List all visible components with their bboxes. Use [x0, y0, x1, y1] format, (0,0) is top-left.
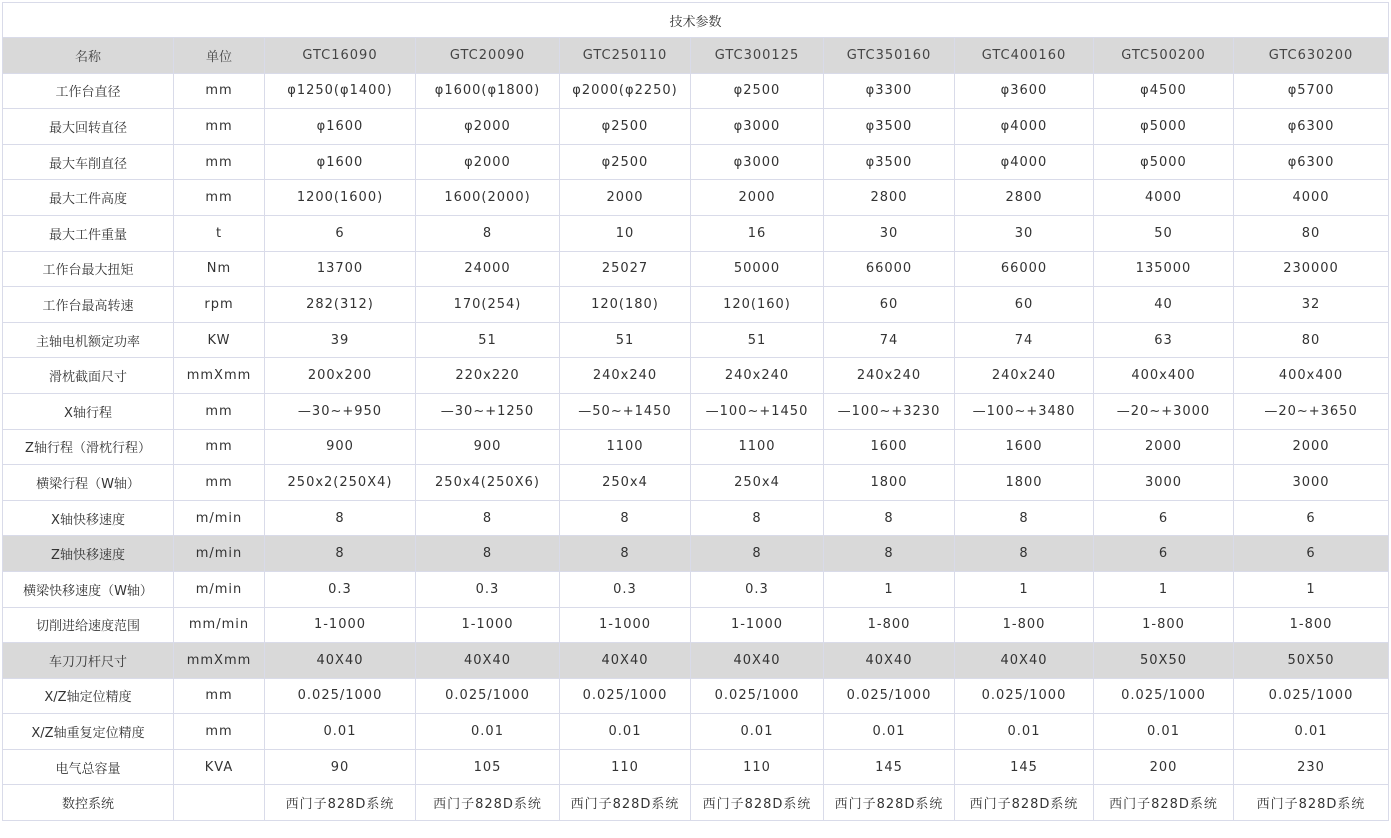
row-unit-cell: mmXmm [174, 358, 265, 394]
row-value-cell: 0.3 [265, 571, 416, 607]
header-model: GTC250110 [560, 38, 691, 74]
row-value-cell: 110 [560, 749, 691, 785]
row-name-cell: 最大车削直径 [3, 144, 174, 180]
table-row [3, 429, 1389, 465]
row-value-cell: 8 [955, 500, 1094, 536]
row-value-cell: 66000 [955, 251, 1094, 287]
row-value-cell: 1-1000 [560, 607, 691, 643]
row-name-cell: 主轴电机额定功率 [3, 322, 174, 358]
row-value-cell: 西门子828D系统 [955, 785, 1094, 821]
row-unit-cell: mm [174, 393, 265, 429]
header-model: GTC20090 [416, 38, 560, 74]
row-value-cell: 西门子828D系统 [265, 785, 416, 821]
row-value-cell: 25027 [560, 251, 691, 287]
row-name-cell: 最大回转直径 [3, 109, 174, 145]
row-value-cell: 120(160) [691, 287, 824, 323]
row-value-cell: 63 [1094, 322, 1234, 358]
row-value-cell: 8 [265, 536, 416, 572]
row-value-cell: φ6300 [1234, 109, 1389, 145]
row-value-cell: 230000 [1234, 251, 1389, 287]
row-value-cell: 32 [1234, 287, 1389, 323]
row-unit-cell: mm [174, 465, 265, 501]
row-value-cell: 1600 [824, 429, 955, 465]
row-value-cell: 50X50 [1094, 643, 1234, 679]
row-name-cell: 横梁行程（W轴） [3, 465, 174, 501]
row-value-cell: φ2500 [560, 109, 691, 145]
table-row [3, 144, 1389, 180]
row-value-cell: 105 [416, 749, 560, 785]
header-unit: 单位 [174, 38, 265, 74]
row-value-cell: 1-1000 [265, 607, 416, 643]
row-unit-cell: mmXmm [174, 643, 265, 679]
row-value-cell: 30 [824, 215, 955, 251]
row-unit-cell: mm [174, 429, 265, 465]
row-value-cell: φ4000 [955, 144, 1094, 180]
row-name-cell: Z轴行程（滑枕行程） [3, 429, 174, 465]
row-value-cell: 60 [955, 287, 1094, 323]
row-unit-cell: KVA [174, 749, 265, 785]
row-value-cell: 30 [955, 215, 1094, 251]
table-row [3, 607, 1389, 643]
row-name-cell: X轴行程 [3, 393, 174, 429]
row-name-cell: 工作台最大扭矩 [3, 251, 174, 287]
row-value-cell: 8 [416, 536, 560, 572]
row-value-cell: 6 [1094, 500, 1234, 536]
row-name-cell: 最大工件重量 [3, 215, 174, 251]
row-unit-cell [174, 785, 265, 821]
row-value-cell: 400x400 [1094, 358, 1234, 394]
table-row [3, 500, 1389, 536]
row-unit-cell: mm/min [174, 607, 265, 643]
row-value-cell: φ2500 [560, 144, 691, 180]
row-value-cell: 240x240 [824, 358, 955, 394]
row-unit-cell: rpm [174, 287, 265, 323]
row-value-cell: 1 [1234, 571, 1389, 607]
table-row [3, 465, 1389, 501]
row-value-cell: 39 [265, 322, 416, 358]
row-value-cell: 0.025/1000 [691, 678, 824, 714]
row-value-cell: φ3500 [824, 144, 955, 180]
row-value-cell: φ5700 [1234, 73, 1389, 109]
row-value-cell: 51 [416, 322, 560, 358]
row-value-cell: 0.025/1000 [1094, 678, 1234, 714]
row-value-cell: 900 [416, 429, 560, 465]
header-model: GTC630200 [1234, 38, 1389, 74]
row-value-cell: 400x400 [1234, 358, 1389, 394]
row-value-cell: 1100 [691, 429, 824, 465]
row-value-cell: 250x2(250X4) [265, 465, 416, 501]
row-value-cell: 2000 [691, 180, 824, 216]
row-value-cell: 1600(2000) [416, 180, 560, 216]
row-value-cell: 1200(1600) [265, 180, 416, 216]
row-value-cell: 10 [560, 215, 691, 251]
row-value-cell: 6 [1234, 500, 1389, 536]
row-value-cell: φ1250(φ1400) [265, 73, 416, 109]
row-value-cell: 40X40 [560, 643, 691, 679]
row-value-cell: 40X40 [416, 643, 560, 679]
table-row [3, 180, 1389, 216]
row-name-cell: 工作台直径 [3, 73, 174, 109]
row-value-cell: 西门子828D系统 [416, 785, 560, 821]
table-row [3, 109, 1389, 145]
row-value-cell: 1800 [824, 465, 955, 501]
row-value-cell: 3000 [1094, 465, 1234, 501]
row-value-cell: φ1600(φ1800) [416, 73, 560, 109]
row-value-cell: 1-800 [1234, 607, 1389, 643]
row-value-cell: —100~+1450 [691, 393, 824, 429]
row-name-cell: X轴快移速度 [3, 500, 174, 536]
row-value-cell: 0.01 [265, 714, 416, 750]
row-value-cell: 1-1000 [691, 607, 824, 643]
table-row [3, 393, 1389, 429]
header-model: GTC300125 [691, 38, 824, 74]
row-value-cell: 0.01 [955, 714, 1094, 750]
row-name-cell: 滑枕截面尺寸 [3, 358, 174, 394]
row-value-cell: 0.01 [416, 714, 560, 750]
spec-table-container [2, 2, 1389, 821]
row-value-cell: 135000 [1094, 251, 1234, 287]
row-name-cell: X/Z轴定位精度 [3, 678, 174, 714]
row-value-cell: 120(180) [560, 287, 691, 323]
row-value-cell: 西门子828D系统 [691, 785, 824, 821]
row-value-cell: 2800 [824, 180, 955, 216]
row-value-cell: 110 [691, 749, 824, 785]
row-value-cell: 8 [955, 536, 1094, 572]
row-value-cell: 3000 [1234, 465, 1389, 501]
table-title: 技术参数 [3, 3, 1389, 38]
row-value-cell: 51 [560, 322, 691, 358]
row-value-cell: 0.01 [824, 714, 955, 750]
row-value-cell: 西门子828D系统 [1094, 785, 1234, 821]
row-value-cell: 250x4 [560, 465, 691, 501]
row-value-cell: φ4500 [1094, 73, 1234, 109]
row-value-cell: 2000 [1094, 429, 1234, 465]
row-unit-cell: mm [174, 678, 265, 714]
row-value-cell: 0.3 [560, 571, 691, 607]
table-row [3, 322, 1389, 358]
row-value-cell: 1 [824, 571, 955, 607]
table-row [3, 643, 1389, 679]
row-value-cell: φ5000 [1094, 109, 1234, 145]
row-value-cell: 1-800 [824, 607, 955, 643]
row-value-cell: 0.025/1000 [955, 678, 1094, 714]
header-model: GTC350160 [824, 38, 955, 74]
row-value-cell: φ2000 [416, 109, 560, 145]
row-value-cell: 13700 [265, 251, 416, 287]
row-value-cell: 1 [1094, 571, 1234, 607]
row-unit-cell: mm [174, 109, 265, 145]
row-value-cell: φ6300 [1234, 144, 1389, 180]
row-name-cell: 电气总容量 [3, 749, 174, 785]
row-value-cell: 0.025/1000 [1234, 678, 1389, 714]
header-model: GTC400160 [955, 38, 1094, 74]
row-value-cell: 0.025/1000 [824, 678, 955, 714]
row-value-cell: 200x200 [265, 358, 416, 394]
row-value-cell: 8 [416, 500, 560, 536]
spec-table [2, 2, 1389, 821]
row-value-cell: 6 [1094, 536, 1234, 572]
row-value-cell: 40X40 [265, 643, 416, 679]
row-value-cell: φ3000 [691, 144, 824, 180]
row-value-cell: 170(254) [416, 287, 560, 323]
row-value-cell: 0.025/1000 [265, 678, 416, 714]
row-value-cell: 8 [824, 500, 955, 536]
row-unit-cell: mm [174, 144, 265, 180]
row-value-cell: 50000 [691, 251, 824, 287]
row-value-cell: 60 [824, 287, 955, 323]
row-value-cell: —20~+3000 [1094, 393, 1234, 429]
row-value-cell: φ5000 [1094, 144, 1234, 180]
row-value-cell: 145 [824, 749, 955, 785]
row-value-cell: 40X40 [691, 643, 824, 679]
header-model: GTC500200 [1094, 38, 1234, 74]
row-unit-cell: mm [174, 180, 265, 216]
table-row [3, 536, 1389, 572]
row-unit-cell: mm [174, 714, 265, 750]
row-value-cell: 0.3 [416, 571, 560, 607]
row-value-cell: 66000 [824, 251, 955, 287]
row-value-cell: 1600 [955, 429, 1094, 465]
row-value-cell: φ3600 [955, 73, 1094, 109]
row-value-cell: —100~+3230 [824, 393, 955, 429]
row-value-cell: 2000 [1234, 429, 1389, 465]
row-value-cell: 220x220 [416, 358, 560, 394]
row-value-cell: 24000 [416, 251, 560, 287]
row-value-cell: φ2000 [416, 144, 560, 180]
row-value-cell: 200 [1094, 749, 1234, 785]
row-unit-cell: mm [174, 73, 265, 109]
row-value-cell: 80 [1234, 322, 1389, 358]
row-name-cell: 横梁快移速度（W轴） [3, 571, 174, 607]
table-row [3, 678, 1389, 714]
row-value-cell: 50 [1094, 215, 1234, 251]
row-value-cell: 1100 [560, 429, 691, 465]
row-name-cell: X/Z轴重复定位精度 [3, 714, 174, 750]
row-unit-cell: Nm [174, 251, 265, 287]
row-value-cell: 240x240 [691, 358, 824, 394]
row-name-cell: 数控系统 [3, 785, 174, 821]
row-value-cell: φ2500 [691, 73, 824, 109]
row-value-cell: —100~+3480 [955, 393, 1094, 429]
row-value-cell: 0.025/1000 [416, 678, 560, 714]
row-value-cell: —30~+1250 [416, 393, 560, 429]
row-value-cell: 250x4 [691, 465, 824, 501]
row-value-cell: φ3300 [824, 73, 955, 109]
table-row [3, 73, 1389, 109]
header-row [3, 38, 1389, 74]
row-value-cell: 1 [955, 571, 1094, 607]
row-unit-cell: m/min [174, 500, 265, 536]
row-value-cell: 1-800 [1094, 607, 1234, 643]
row-value-cell: 250x4(250X6) [416, 465, 560, 501]
row-value-cell: 74 [824, 322, 955, 358]
header-name: 名称 [3, 38, 174, 74]
row-name-cell: 切削进给速度范围 [3, 607, 174, 643]
table-row [3, 251, 1389, 287]
row-value-cell: 0.01 [691, 714, 824, 750]
table-row [3, 358, 1389, 394]
table-row [3, 785, 1389, 821]
row-value-cell: 240x240 [955, 358, 1094, 394]
row-value-cell: φ2000(φ2250) [560, 73, 691, 109]
row-value-cell: 50X50 [1234, 643, 1389, 679]
row-value-cell: 900 [265, 429, 416, 465]
row-name-cell: 最大工件高度 [3, 180, 174, 216]
table-row [3, 571, 1389, 607]
row-value-cell: 4000 [1234, 180, 1389, 216]
row-value-cell: 51 [691, 322, 824, 358]
row-value-cell: 2000 [560, 180, 691, 216]
row-value-cell: 240x240 [560, 358, 691, 394]
row-value-cell: 74 [955, 322, 1094, 358]
row-value-cell: φ3500 [824, 109, 955, 145]
row-unit-cell: m/min [174, 536, 265, 572]
row-value-cell: 2800 [955, 180, 1094, 216]
row-value-cell: 8 [691, 500, 824, 536]
row-unit-cell: t [174, 215, 265, 251]
row-value-cell: 40 [1094, 287, 1234, 323]
row-value-cell: 0.01 [1234, 714, 1389, 750]
row-value-cell: 西门子828D系统 [560, 785, 691, 821]
row-value-cell: 西门子828D系统 [824, 785, 955, 821]
row-value-cell: 40X40 [955, 643, 1094, 679]
row-value-cell: φ1600 [265, 144, 416, 180]
row-value-cell: —30~+950 [265, 393, 416, 429]
row-value-cell: 16 [691, 215, 824, 251]
row-value-cell: 145 [955, 749, 1094, 785]
row-name-cell: 车刀刀杆尺寸 [3, 643, 174, 679]
row-value-cell: 90 [265, 749, 416, 785]
row-value-cell: 6 [265, 215, 416, 251]
table-row [3, 215, 1389, 251]
row-value-cell: 0.01 [560, 714, 691, 750]
table-row [3, 287, 1389, 323]
row-value-cell: 0.025/1000 [560, 678, 691, 714]
row-value-cell: —20~+3650 [1234, 393, 1389, 429]
row-value-cell: 1-800 [955, 607, 1094, 643]
row-value-cell: —50~+1450 [560, 393, 691, 429]
row-value-cell: φ4000 [955, 109, 1094, 145]
row-value-cell: 6 [1234, 536, 1389, 572]
row-value-cell: 230 [1234, 749, 1389, 785]
row-value-cell: 8 [560, 500, 691, 536]
row-value-cell: φ3000 [691, 109, 824, 145]
row-value-cell: 1-1000 [416, 607, 560, 643]
row-value-cell: 1800 [955, 465, 1094, 501]
header-model: GTC16090 [265, 38, 416, 74]
row-value-cell: φ1600 [265, 109, 416, 145]
row-value-cell: 8 [824, 536, 955, 572]
row-value-cell: 8 [265, 500, 416, 536]
row-name-cell: 工作台最高转速 [3, 287, 174, 323]
row-value-cell: 80 [1234, 215, 1389, 251]
row-value-cell: 西门子828D系统 [1234, 785, 1389, 821]
row-value-cell: 40X40 [824, 643, 955, 679]
row-value-cell: 282(312) [265, 287, 416, 323]
row-value-cell: 8 [691, 536, 824, 572]
row-value-cell: 8 [416, 215, 560, 251]
row-name-cell: Z轴快移速度 [3, 536, 174, 572]
table-row [3, 714, 1389, 750]
title-row [3, 3, 1389, 38]
row-unit-cell: KW [174, 322, 265, 358]
table-row [3, 749, 1389, 785]
row-value-cell: 4000 [1094, 180, 1234, 216]
row-value-cell: 0.01 [1094, 714, 1234, 750]
row-value-cell: 8 [560, 536, 691, 572]
row-value-cell: 0.3 [691, 571, 824, 607]
row-unit-cell: m/min [174, 571, 265, 607]
